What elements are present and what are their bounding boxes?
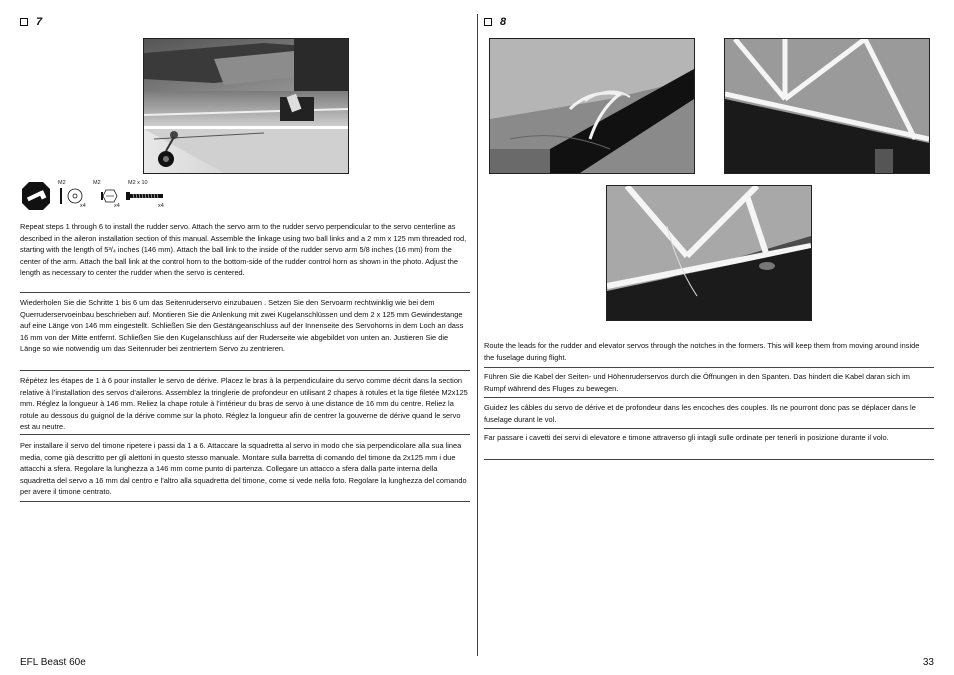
step-7-text-fr: Répétez les étapes de 1 à 6 pour installer le servo de dérive. Placez le bras à la perpendiculaire du servo comme décrit dans la section relative à l’installation des servos d’ailerons. Assemblez la tringlerie de profondeur en utilisant 2 chapes à rotules et la tige filetée M2x125 mm. Réglez la longueur à 146 mm. Reliez la chape rotule à l’intérieur du bras de servo à une distance de 16 mm du centre. Reliez la rotule au dessous du guignol de la dérive comme sur la photo. Réglez la longueur afin de centrer la gouverne de dérive quand le servo est au neutre. (20, 376, 468, 431)
divider-line (484, 397, 934, 398)
washer-icon (67, 188, 83, 204)
checkbox-icon (484, 18, 492, 26)
step-8-heading: 8 (484, 16, 506, 28)
divider-line (20, 370, 470, 371)
fuselage-notch-image (490, 39, 694, 173)
screw-count: x4 (158, 203, 164, 209)
step-7-photo (143, 38, 349, 174)
step-8-text-fr: Guidez les câbles du servo de dérive et de profondeur dans les encoches des couples. Ils ne pourront donc pas se déplacer dans le fuselage durant le vol. (484, 403, 916, 424)
step-8-photo-1 (489, 38, 695, 174)
divider-line (484, 459, 934, 460)
step-8-photo-2 (724, 38, 930, 174)
page-number: 33 (922, 657, 934, 668)
hardware-row (20, 180, 170, 214)
nut-icon (100, 189, 118, 203)
screw-icon (126, 191, 164, 201)
column-divider (477, 14, 478, 656)
fuselage-formers-image (725, 39, 929, 173)
divider-line (484, 367, 934, 368)
rudder-servo-linkage-image (144, 39, 348, 173)
divider-line (20, 292, 470, 293)
washer-count: x4 (80, 203, 86, 209)
divider-line (20, 501, 470, 502)
step-8-text-en: Route the leads for the rudder and elevator servos through the notches in the formers. This will keep them from moving around inside the fuselage during flight. (484, 341, 920, 362)
step-7-text-de: Wiederholen Sie die Schritte 1 bis 6 um das Seitenruderservo einzubauen . Setzen Sie den Servoarm rechtwinklig wie bei dem Querruderservoeinbau beschrieben auf. Montieren Sie die Anlenkung mit zwei Kugelanschlüssen und dem 2 x 125 mm Gewindestange auf eine Länge von 146 mm eingestellt. Schließen Sie den Gestängeanschluss auf der Innenseite des Servohorns in dem Loch an dass 16 mm von der Mitte entfernt. Schließen Sie den Kugelanschluss auf der Ruderseite wie abgebildet von unten an. Justieren Sie die Länge so wie notwendig um das Seitenruder bei zentriertem Servo zu zentrieren. (20, 298, 464, 353)
separator-bar (60, 188, 62, 204)
step-8-text-de: Führen Sie die Kabel der Seiten- und Höhenruderservos durch die Öffnungen in den Spanten. Das hindert die Kabel daran sich im Rumpf während des Fluges zu bewegen. (484, 372, 910, 393)
step-8-photo-3 (606, 185, 812, 321)
washer-label: M2 (58, 180, 66, 186)
step-8-text-it: Far passare i cavetti dei servi di elevatore e timone attraverso gli intagli sulle ordinate per tenerli in posizione durante il volo. (484, 433, 889, 442)
fuselage-leads-image (607, 186, 811, 320)
manual-title: EFL Beast 60e (20, 657, 86, 668)
nut-count: x4 (114, 203, 120, 209)
step-7-text-en: Repeat steps 1 through 6 to install the rudder servo. Attach the servo arm to the rudder servo perpendicular to the servo centerline as described in the aileron installation section of this manual. Assemble the linkage using two ball links and a 2 mm x 125 mm threaded rod, starting with the length of 5³/₄ inches (146 mm). Attach the ball link to the inside of the rudder servo arm 5/8 inches (16 mm) from the center of the arm. Attach the ball link at the control horn to the bottom-side of the rudder control horn as shown in the photo. Adjust the length as necessary to center the rudder when the servo is centered. (20, 222, 467, 277)
nut-label: M2 (93, 180, 101, 186)
checkbox-icon (20, 18, 28, 26)
screwdriver-icon (20, 180, 52, 212)
divider-line (20, 434, 470, 435)
divider-line (484, 428, 934, 429)
step-7-text-it: Per installare il servo del timone ripetere i passi da 1 a 6. Attaccare la squadretta al servo in modo che sia perpendicolare alla sua linea media, come già descritto per gli alettoni in questo stesso manuale. Montare sulla barretta di comando del timone da 2x125 mm i due attacchi a sfera. Regolare la lunghezza a 146 mm come punto di partenza. Collegare un attacco a sfera dalla parte interna della squadretta del servo a 16 mm dal centro e l’altro alla squadretta del timone, come si vede nella foto. Regolare la lunghezza del comando per avere il timone centrato. (20, 441, 467, 496)
step-7-heading: 7 (20, 16, 42, 28)
screw-label: M2 x 10 (128, 180, 148, 186)
